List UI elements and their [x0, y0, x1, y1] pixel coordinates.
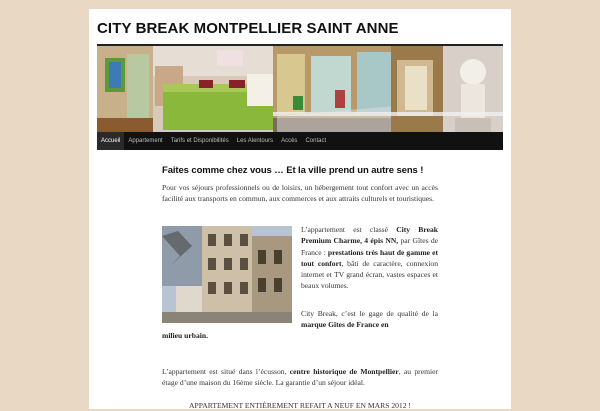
main-navigation [97, 132, 503, 150]
location-text-1: L’appartement est situé dans l’écusson, [162, 367, 290, 376]
site-title[interactable]: CITY BREAK MONTPELLIER SAINT ANNE [97, 20, 399, 37]
street-photo-image [162, 226, 292, 323]
nav-item-appartement[interactable]: Appartement [128, 138, 163, 144]
location-paragraph [162, 366, 438, 389]
classification-paragraph [301, 224, 438, 292]
page [89, 9, 511, 409]
quality-brand-label: marque Gîtes de France en [301, 320, 389, 330]
quality-brand-label-end: milieu urbain. [162, 331, 208, 340]
main-content [162, 165, 439, 410]
quality-paragraph [301, 308, 438, 331]
intro-paragraph: Pour vos séjours professionnels ou de loisirs, un hébergement tout confort avec un accès facilité aux transports en commun, aux commerces et aux attraits culturels et touristiques. [162, 183, 438, 204]
classification-label: City Break Premium Charme, 4 épis NN, [301, 225, 438, 246]
classification-text-2: par Gîtes de France : [301, 236, 438, 257]
header-banner-image [97, 44, 503, 134]
nav-item-alentours[interactable]: Les Alentours [236, 138, 274, 144]
nav-item-contact[interactable]: Contact [305, 138, 327, 144]
location-label: centre historique de Montpellier [289, 367, 399, 376]
building-photo[interactable] [162, 226, 292, 323]
quality-paragraph-end [162, 330, 208, 341]
classification-text-3: , bâti de caractère, connexion internet et TV grand écran, vastes espaces et beaux volumes. [301, 258, 439, 291]
nav-item-acces[interactable]: Accès [281, 138, 298, 144]
banner-photo [97, 46, 503, 134]
page-heading: Faites comme chez vous … Et la ville prend un autre sens ! [162, 165, 424, 176]
renovation-notice: APPARTEMENT ENTIÈREMENT REFAIT A NEUF EN MARS 2012 ! [189, 401, 411, 410]
classification-text-1: L’appartement est classé [301, 225, 397, 234]
nav-item-accueil[interactable]: Accueil [97, 132, 124, 150]
location-text-2: , au premier étage d’une maison du 16ème siècle. La garantie d’un séjour idéal. [162, 367, 438, 388]
nav-item-tarifs[interactable]: Tarifs et Disponibilités [170, 138, 229, 144]
amenities-label: prestations très haut de gamme et tout confort [301, 247, 438, 268]
quality-text: City Break, c’est le gage de qualité de la [301, 309, 438, 318]
